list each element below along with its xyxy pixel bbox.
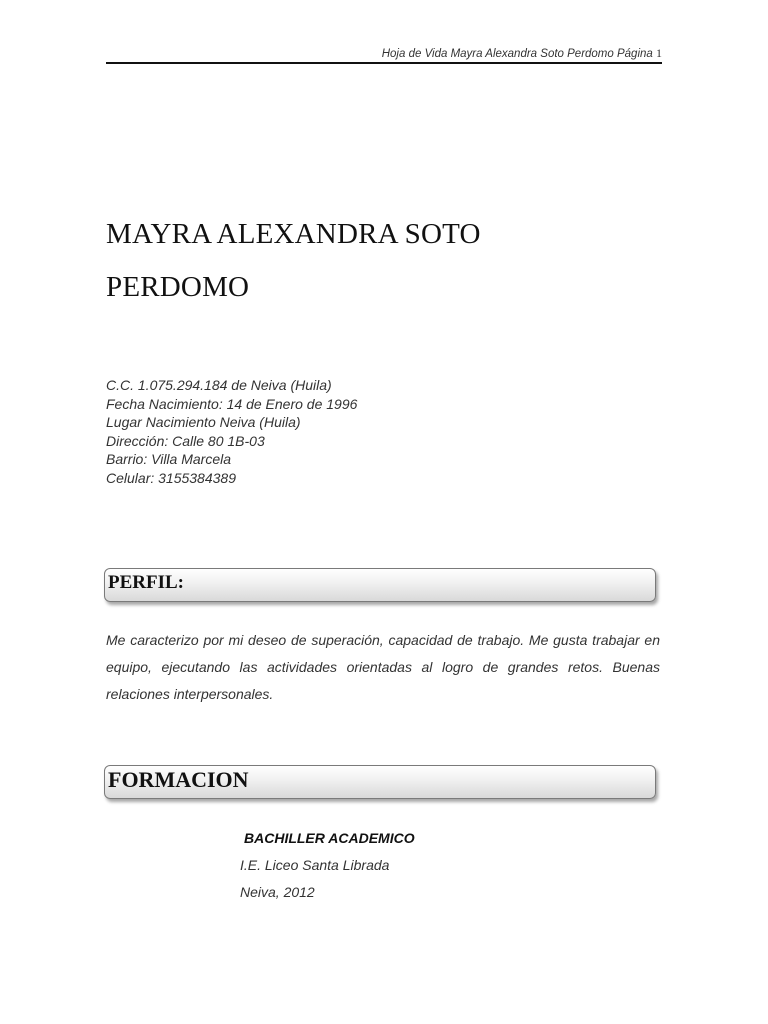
personal-info xyxy=(106,376,357,487)
institution: I.E. Liceo Santa Librada xyxy=(240,857,390,873)
page-number: 1 xyxy=(656,46,662,60)
perfil-text: Me caracterizo por mi deseo de superación, capacidad de trabajo. Me gusta trabajar en equipo, ejecutando las actividades orientadas al logro de grandes retos. Buenas relaciones interpersonales. xyxy=(106,632,660,702)
perfil-section-heading: PERFIL: xyxy=(104,568,656,602)
education-entry xyxy=(240,826,415,906)
id-number: C.C. 1.075.294.184 de Neiva (Huila) xyxy=(106,377,332,393)
place-year: Neiva, 2012 xyxy=(240,884,315,900)
birth-place: Lugar Nacimiento Neiva (Huila) xyxy=(106,414,301,430)
address: Dirección: Calle 80 1B-03 xyxy=(106,432,265,449)
candidate-name-line-1: MAYRA ALEXANDRA SOTO xyxy=(106,218,481,250)
candidate-name-line-2: PERDOMO xyxy=(106,271,250,303)
birth-date: Fecha Nacimiento: 14 de Enero de 1996 xyxy=(106,395,358,412)
phone: Celular: 3155384389 xyxy=(106,469,236,486)
header-rule xyxy=(106,62,662,64)
running-header xyxy=(106,46,662,61)
running-header-title: Hoja de Vida Mayra Alexandra Soto Perdomo Página xyxy=(381,48,653,60)
neighborhood: Barrio: Villa Marcela xyxy=(106,451,232,467)
degree-title: BACHILLER ACADEMICO xyxy=(244,830,415,846)
formacion-section-heading: FORMACION xyxy=(104,765,656,799)
